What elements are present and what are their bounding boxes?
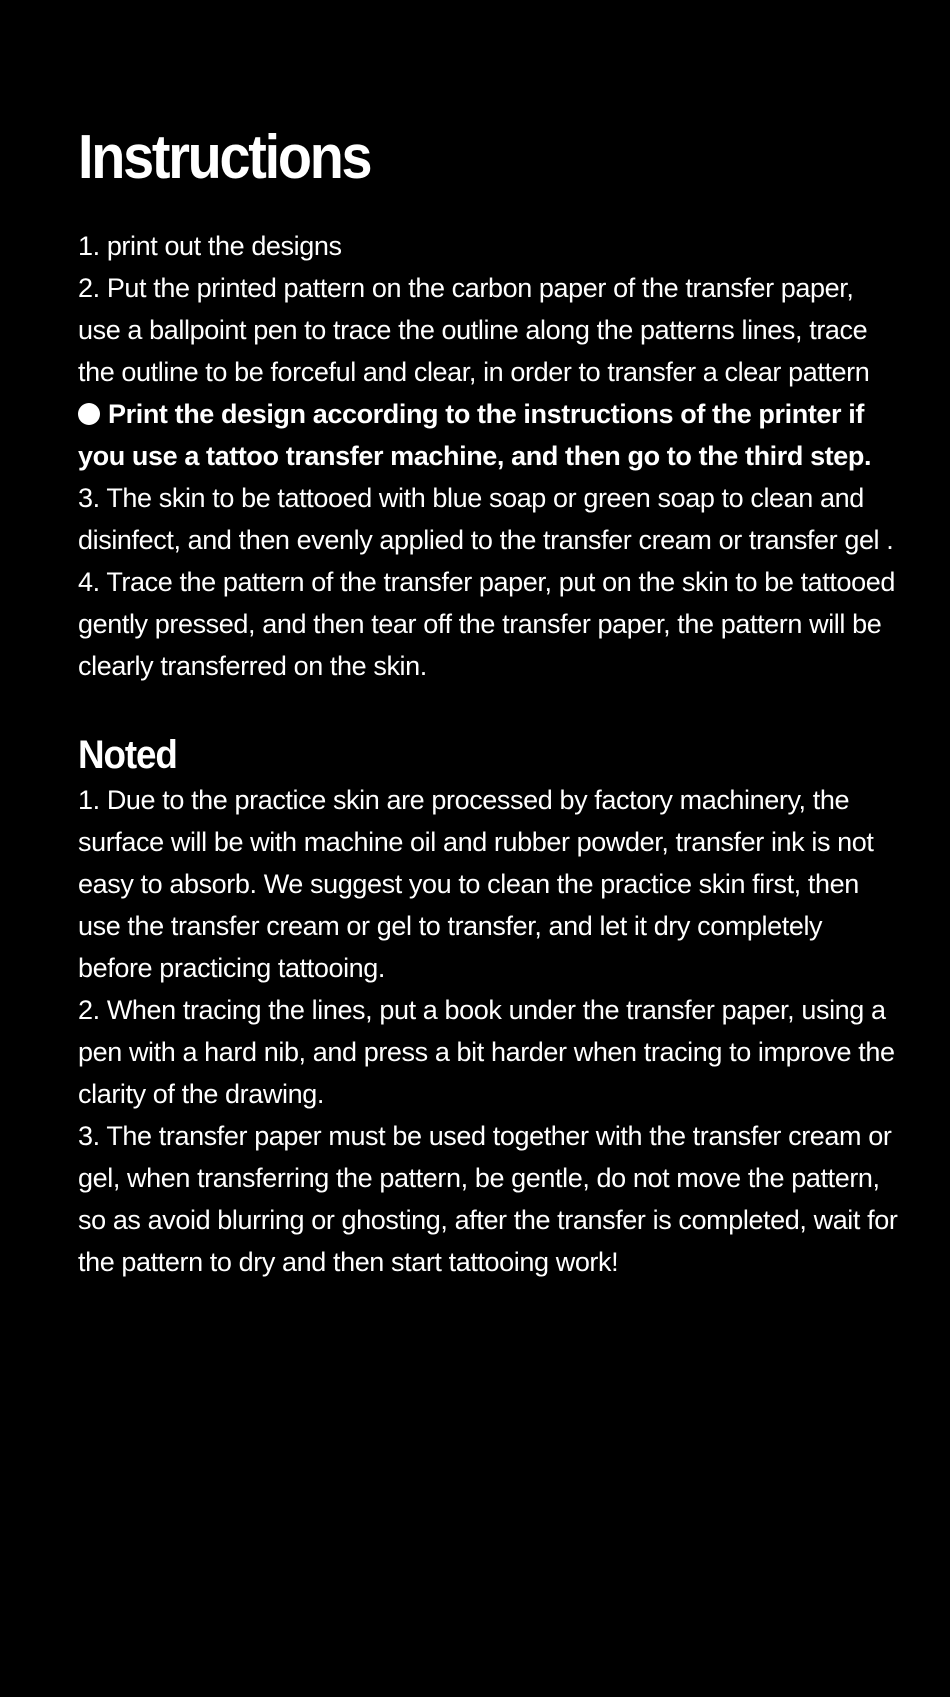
instructions-title: Instructions — [78, 123, 371, 192]
noted-list — [78, 779, 898, 1283]
noted-title: Noted — [78, 733, 177, 777]
instruction-note-bullet — [78, 393, 898, 477]
instruction-step-3: 3. The skin to be tattooed with blue soap or green soap to clean and disinfect, and then evenly applied to the transfer cream or transfer gel . — [78, 483, 894, 555]
noted-item-3: 3. The transfer paper must be used together with the transfer cream or gel, when transferring the pattern, be gentle, do not move the pattern, so as avoid blurring or ghosting, after the transfer is completed, wait for the pattern to dry and then start tattooing work! — [78, 1121, 898, 1277]
bullet-dot-icon — [78, 403, 100, 425]
instructions-list — [78, 225, 898, 687]
instructions-page — [78, 118, 898, 1283]
instruction-step-2: 2. Put the printed pattern on the carbon paper of the transfer paper, use a ballpoint pen to trace the outline along the patterns lines, trace the outline to be forceful and clear, in order to transfer a clear pattern — [78, 273, 870, 387]
instruction-note-text: Print the design according to the instructions of the printer if you use a tattoo transfer machine, and then go to the third step. — [78, 399, 872, 471]
noted-item-1: 1. Due to the practice skin are processed by factory machinery, the surface will be with machine oil and rubber powder, transfer ink is not easy to absorb. We suggest you to clean the practice skin first, then use the transfer cream or gel to transfer, and let it dry completely before practicing tattooing. — [78, 785, 874, 983]
instruction-step-4: 4. Trace the pattern of the transfer paper, put on the skin to be tattooed gently pressed, and then tear off the transfer paper, the pattern will be clearly transferred on the skin. — [78, 567, 895, 681]
noted-item-2: 2. When tracing the lines, put a book under the transfer paper, using a pen with a hard nib, and press a bit harder when tracing to improve the clarity of the drawing. — [78, 995, 895, 1109]
instruction-step-1: 1. print out the designs — [78, 231, 342, 261]
